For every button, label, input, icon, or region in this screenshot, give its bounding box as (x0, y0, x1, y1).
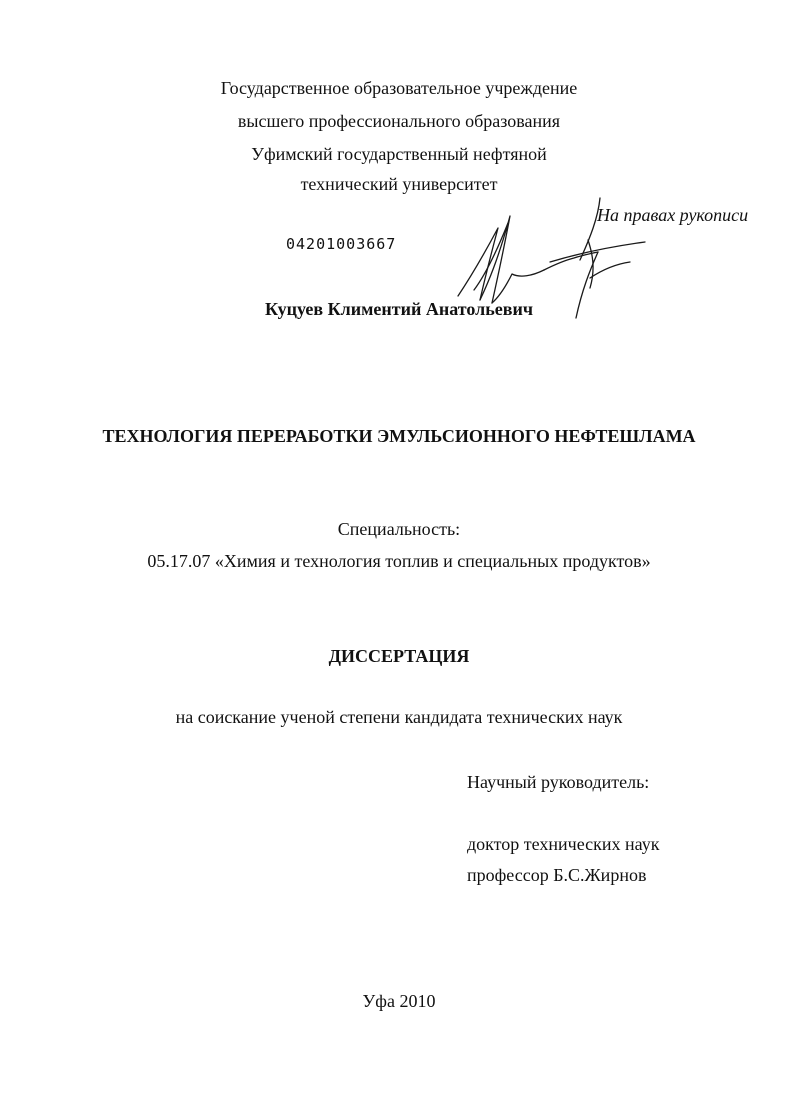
dissertation-title: ТЕХНОЛОГИЯ ПЕРЕРАБОТКИ ЭМУЛЬСИОННОГО НЕФТЕШЛАМА (102, 426, 696, 446)
specialty-value: 05.17.07 «Химия и технология топлив и специальных продуктов» (147, 551, 651, 571)
place-year: Уфа 2010 (362, 991, 436, 1011)
author-name: Куцуев Климентий Анатольевич (265, 299, 533, 319)
supervisor-degree: доктор технических наук (467, 834, 660, 854)
institution-line-1: Государственное образовательное учреждение (220, 78, 578, 98)
specialty-label: Специальность: (337, 519, 461, 539)
supervisor-name: профессор Б.С.Жирнов (467, 865, 647, 885)
degree-line: на соискание ученой степени кандидата технических наук (175, 707, 623, 727)
institution-line-2: высшего профессионального образования (237, 111, 561, 131)
registration-number: 04201003667 (286, 235, 397, 253)
institution-line-4: технический университет (300, 174, 498, 194)
institution-line-3: Уфимский государственный нефтяной (251, 144, 547, 164)
document-type: ДИССЕРТАЦИЯ (328, 646, 470, 666)
manuscript-note: На правах рукописи (597, 205, 749, 225)
supervisor-label: Научный руководитель: (467, 772, 650, 792)
